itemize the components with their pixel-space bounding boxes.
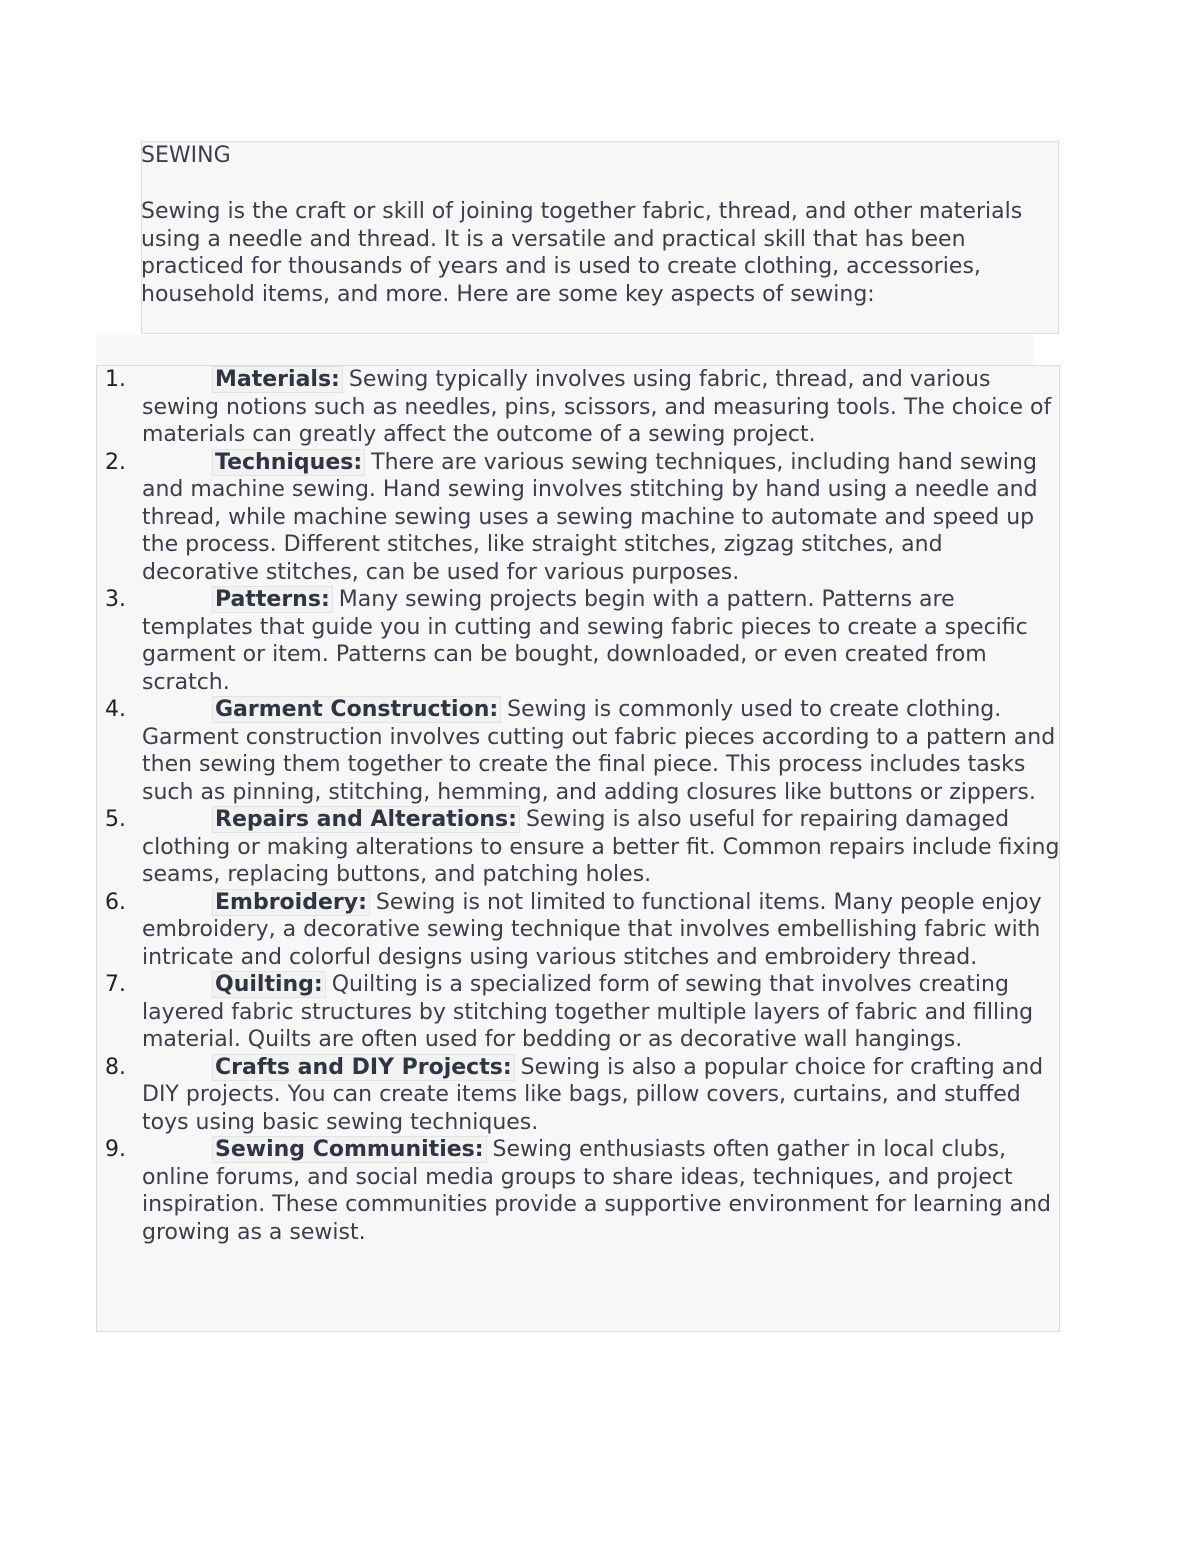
list-item — [96, 586, 1060, 696]
list-item-number: 2. — [105, 449, 126, 475]
list-item — [96, 696, 1060, 806]
list-item — [96, 806, 1060, 889]
list-item — [96, 449, 1060, 587]
list-item-text: Sewing typically involves using fabric, thread, and various sewing notions such as needles, pins, scissors, and measuring tools. The choice of materials can greatly affect the outcome of a sewing project. — [142, 367, 1052, 447]
list-item-heading: Sewing Communities: — [215, 1137, 484, 1162]
list-item — [96, 971, 1060, 1054]
list-item-heading: Garment Construction: — [215, 697, 499, 722]
list-item-number: 7. — [105, 972, 126, 997]
list-item-number: 9. — [105, 1137, 126, 1162]
list-item-text: Sewing is also a popular choice for crafting and DIY projects. You can create items like bags, pillow covers, curtains, and stuffed toys using basic sewing techniques. — [142, 1054, 1044, 1135]
list-item-text: Sewing is commonly used to create clothing. Garment construction involves cutting out fabric pieces according to a pattern and then sewing them together to create the final piece. This process includes tasks such as pinning, stitching, hemming, and adding closures like buttons or zippers. — [142, 697, 1056, 805]
list-item-heading: Quilting: — [215, 972, 323, 997]
list-item-number: 4. — [105, 697, 126, 722]
list-item-text: Quilting is a specialized form of sewing that involves creating layered fabric structures by stitching together multiple layers of fabric and filling material. Quilts are often used for bedding or as decorative wall hangings. — [142, 972, 1034, 1052]
list-item-heading: Embroidery: — [215, 889, 367, 915]
list-item — [96, 1136, 1060, 1246]
list-item-text: Sewing enthusiasts often gather in local clubs, online forums, and social media groups to share ideas, techniques, and project inspiration. These communities provide a supportive environment for learning and growing as a sewist. — [142, 1137, 1051, 1245]
list-item-text: Many sewing projects begin with a pattern. Patterns are templates that guide you in cutting and sewing fabric pieces to create a specific garment or item. Patterns can be bought, downloaded, or even created from scratch. — [142, 587, 1028, 695]
list-item-number: 1. — [105, 367, 126, 392]
list-item-number: 5. — [105, 807, 126, 832]
list-item-text: Sewing is also useful for repairing damaged clothing or making alterations to ensure a better fit. Common repairs include fixing seams, replacing buttons, and patching holes. — [142, 807, 1060, 887]
list-item-number: 3. — [105, 587, 126, 612]
list-item — [96, 366, 1060, 449]
list-item-text: There are various sewing techniques, including hand sewing and machine sewing. Hand sewing involves stitching by hand using a needle and thread, while machine sewing uses a sewing machine to automate and speed up the process. Different stitches, like straight stitches, zigzag stitches, and decorative stitches, can be used for various purposes. — [142, 449, 1038, 585]
section-divider — [96, 335, 1033, 365]
list-item-heading: Crafts and DIY Projects: — [215, 1054, 512, 1080]
document-title: SEWING — [141, 143, 231, 168]
list-item-heading: Techniques: — [215, 449, 363, 475]
list-item — [96, 1054, 1060, 1137]
list-item-number: 8. — [105, 1054, 126, 1080]
aspects-list — [96, 366, 1060, 1246]
list-item-text: Sewing is not limited to functional items. Many people enjoy embroidery, a decorative sewing technique that involves embellishing fabric with intricate and colorful designs using various stitches and embroidery thread. — [142, 889, 1042, 970]
intro-paragraph: Sewing is the craft or skill of joining together fabric, thread, and other materials using a needle and thread. It is a versatile and practical skill that has been practiced for thousands of years and is used to create clothing, accessories, household items, and more. Here are some key aspects of sewing: — [141, 199, 1023, 307]
list-item-heading: Repairs and Alterations: — [215, 807, 517, 832]
list-item-heading: Patterns: — [215, 587, 330, 612]
list-item-heading: Materials: — [215, 367, 340, 392]
list-item — [96, 889, 1060, 972]
list-item-number: 6. — [105, 889, 126, 915]
